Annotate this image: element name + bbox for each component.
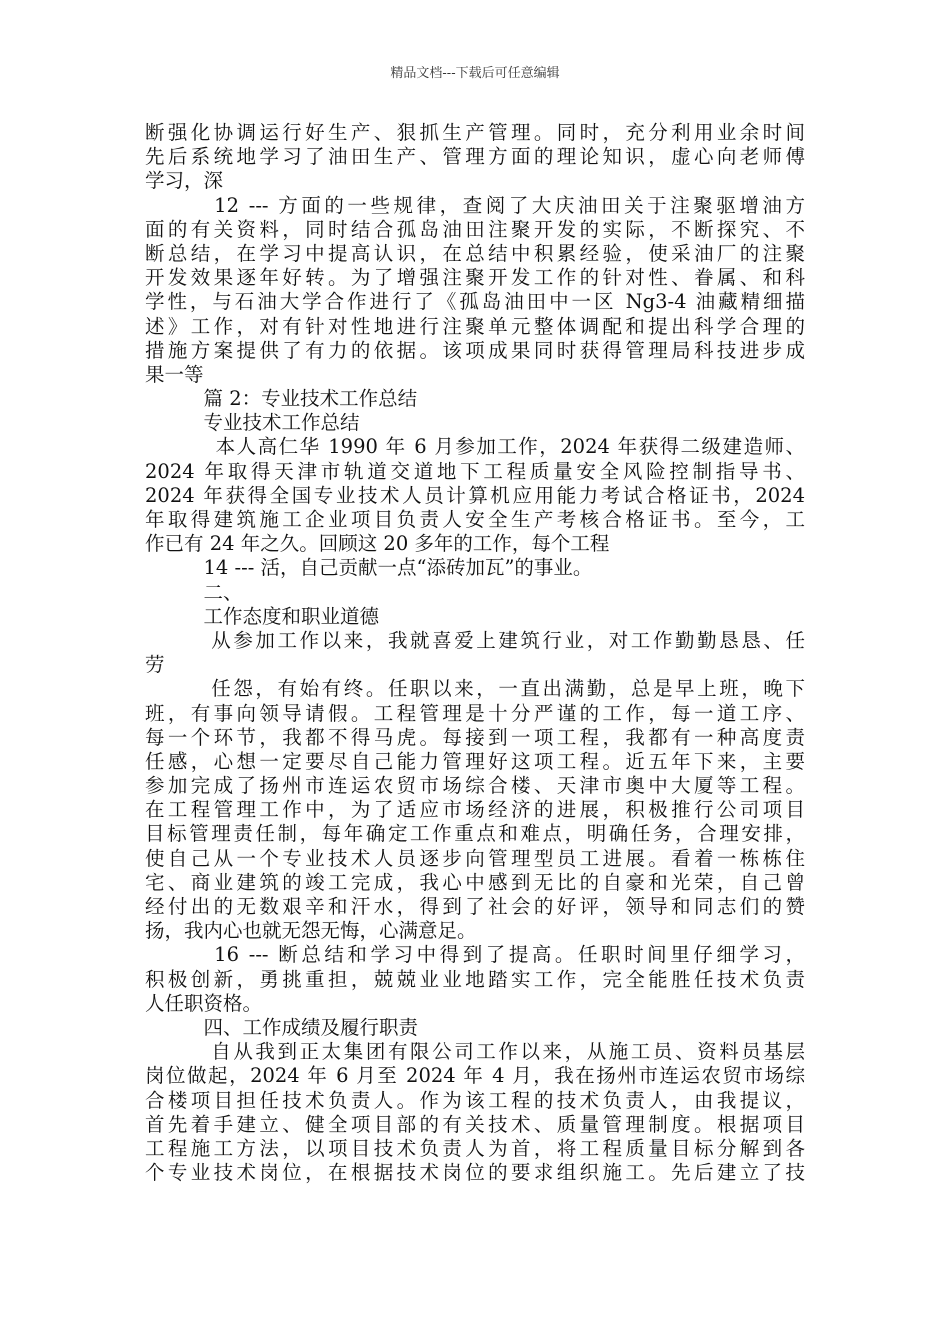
text-line: 二、	[145, 580, 243, 604]
text-line: 述》工作，对有针对性地进行注聚单元整体调配和提出科学合理的	[145, 314, 805, 338]
text-line: 从参加工作以来，我就喜爱上建筑行业，对工作勤勤恳恳、任	[145, 628, 805, 652]
text-line: 断强化协调运行好生产、狠抓生产管理。同时，充分利用业余时间	[145, 121, 805, 144]
text-line: 工程施工方法，以项目技术负责人为首，将工程质量目标分解到各	[145, 1136, 805, 1160]
text-line: 参加完成了扬州市连运农贸市场综合楼、天津市奥中大厦等工程。	[145, 774, 805, 798]
text-line: 2024 年获得全国专业技术人员计算机应用能力考试合格证书，2024	[145, 483, 805, 507]
text-line: 积极创新，勇挑重担，兢兢业业地踏实工作，完全能胜任技术负责	[145, 967, 805, 991]
text-line: 宅、商业建筑的竣工完成，我心中感到无比的自豪和光荣，自己曾	[145, 870, 805, 894]
text-line: 合楼项目担任技术负责人。作为该工程的技术负责人，由我提议，	[145, 1088, 805, 1112]
text-line: 篇 2：专业技术工作总结	[145, 387, 418, 411]
text-line: 断总结，在学习中提高认识，在总结中积累经验，使采油厂的注聚	[145, 241, 805, 265]
text-line: 2024 年取得天津市轨道交道地下工程质量安全风险控制指导书、	[145, 459, 805, 483]
text-line: 16 --- 断总结和学习中得到了提高。任职时间里仔细学习，	[145, 943, 805, 967]
text-line: 个专业技术岗位，在根据技术岗位的要求组织施工。先后建立了技	[145, 1161, 805, 1185]
document-body	[145, 121, 805, 1185]
text-line: 扬，我内心也就无怨无悔，心满意足。	[145, 919, 477, 943]
text-line: 学习，深	[145, 169, 224, 193]
text-line: 本人高仁华 1990 年 6 月参加工作，2024 年获得二级建造师、	[145, 435, 805, 459]
text-line: 任感，心想一定要尽自己能力管理好这项工程。近五年下来，主要	[145, 749, 805, 773]
text-line: 学性，与石油大学合作进行了《孤岛油田中一区 Ng3-4 油藏精细描	[145, 290, 805, 314]
text-line: 使自己从一个专业技术人员逐步向管理型员工进展。看着一栋栋住	[145, 846, 805, 870]
text-line: 在工程管理工作中，为了适应市场经济的进展，积极推行公司项目	[145, 798, 805, 822]
text-line: 工作态度和职业道德	[145, 604, 380, 628]
text-line: 任怨，有始有终。任职以来，一直出满勤，总是早上班，晚下	[145, 677, 805, 701]
text-line: 作已有 24 年之久。回顾这 20 多年的工作，每个工程	[145, 532, 610, 556]
text-line: 劳	[145, 653, 165, 677]
text-line: 专业技术工作总结	[145, 411, 360, 435]
text-line: 岗位做起，2024 年 6 月至 2024 年 4 月，我在扬州市连运农贸市场综	[145, 1064, 805, 1088]
page-header: 精品文档---下载后可任意编辑	[390, 66, 560, 81]
text-line: 首先着手建立、健全项目部的有关技术、质量管理制度。根据项目	[145, 1112, 805, 1136]
text-line: 人任职资格。	[145, 991, 263, 1015]
text-line: 14 --- 活，自己贡献一点“添砖加瓦”的事业。	[145, 556, 593, 580]
text-line: 先后系统地学习了油田生产、管理方面的理论知识，虚心向老师傅	[145, 145, 805, 169]
text-line: 经付出的无数艰辛和汗水，得到了社会的好评，领导和同志们的赞	[145, 895, 805, 918]
text-line: 措施方案提供了有力的依据。该项成果同时获得管理局科技进步成	[145, 338, 805, 362]
text-line: 开发效果逐年好转。为了增强注聚开发工作的针对性、眷属、和科	[145, 266, 805, 290]
text-line: 年取得建筑施工企业项目负责人安全生产考核合格证书。至今，工	[145, 508, 805, 531]
text-line: 班，有事向领导请假。工程管理是十分严谨的工作，每一道工序、	[145, 701, 805, 725]
text-line: 面的有关资料，同时结合孤岛油田注聚开发的实际，不断探究、不	[145, 217, 805, 241]
text-line: 每一个环节，我都不得马虎。每接到一项工程，我都有一种高度责	[145, 725, 805, 749]
text-line: 果一等	[145, 362, 204, 386]
text-line: 自从我到正太集团有限公司工作以来，从施工员、资料员基层	[145, 1040, 805, 1064]
text-line: 12 --- 方面的一些规律，查阅了大庆油田关于注聚驱增油方	[145, 193, 805, 217]
text-line: 目标管理责任制，每年确定工作重点和难点，明确任务，合理安排，	[145, 822, 805, 846]
text-line: 四、工作成绩及履行职责	[145, 1015, 419, 1039]
